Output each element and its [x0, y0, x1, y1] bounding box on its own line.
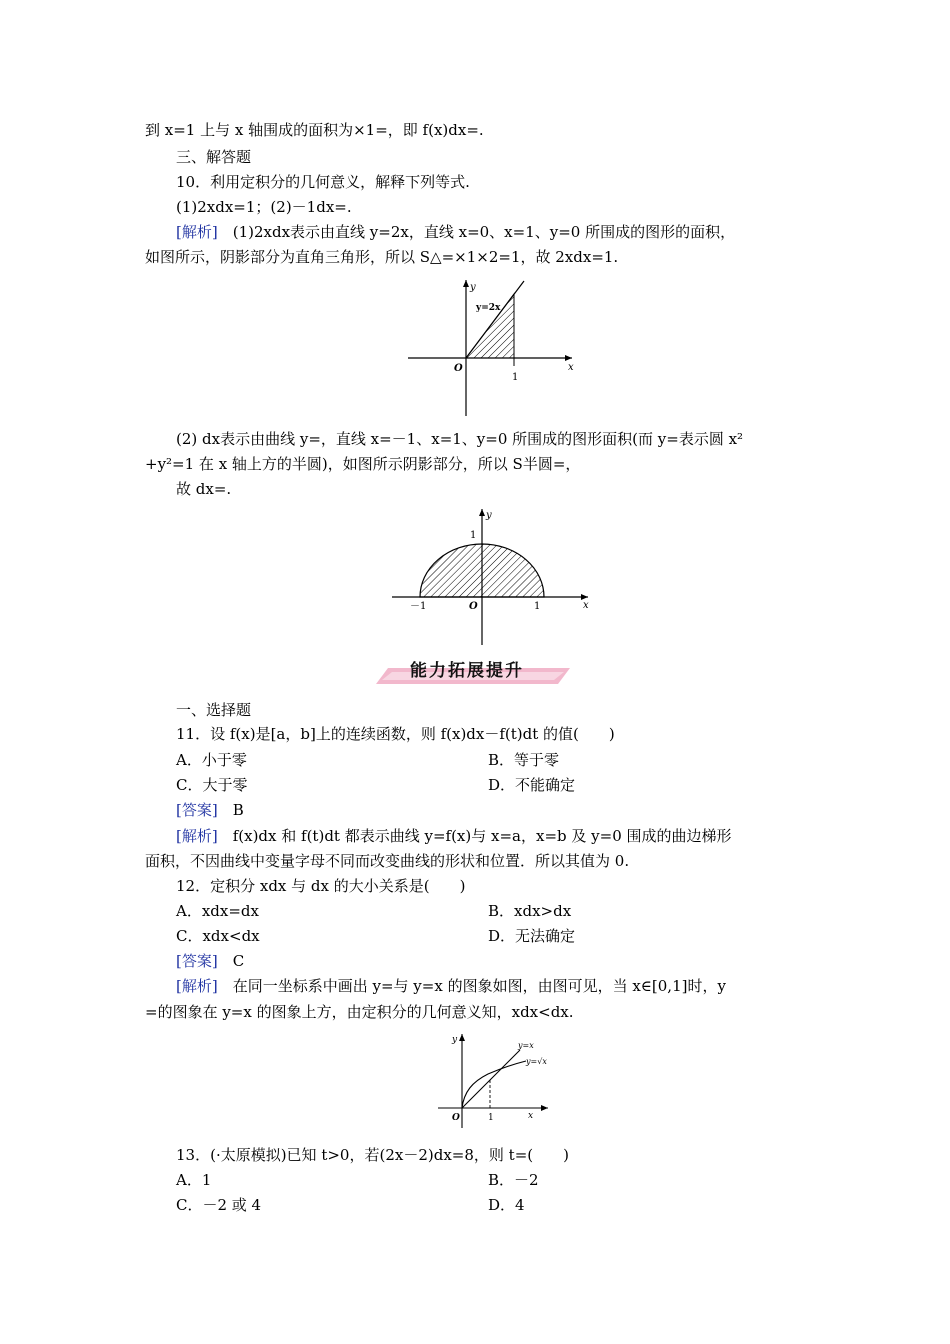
answer-text: C	[217, 952, 245, 970]
option-b: B．等于零	[488, 751, 560, 769]
text-line: =的图象在 y=x 的图象上方，由定积分的几何意义知，xdx<dx.	[145, 1003, 574, 1021]
y-label: y	[470, 282, 476, 293]
answer-text: B	[217, 801, 244, 819]
x-label: x	[583, 600, 589, 611]
figure-semicircle	[388, 505, 598, 647]
analysis-line	[176, 976, 726, 996]
section-heading: 三、解答题	[176, 148, 252, 166]
tick-label-x1: 1	[534, 601, 541, 612]
analysis-line	[176, 826, 732, 846]
option-b: B．xdx>dx	[488, 902, 572, 920]
text-line: 故 dx=.	[176, 480, 232, 498]
banner-title: 能力拓展提升	[410, 661, 524, 681]
text-line: +y²=1 在 x 轴上方的半圆)，如图所示阴影部分，所以 S半圆=，	[145, 455, 581, 473]
text-line: (2) dx表示由曲线 y=，直线 x=－1、x=1、y=0 所围成的图形面积(而 y=表示圆 x²	[176, 430, 744, 448]
analysis-tag: [解析]	[176, 827, 218, 845]
answer-line	[176, 800, 244, 820]
question-10: 10．利用定积分的几何意义，解释下列等式.	[176, 173, 470, 191]
option-a: A．1	[176, 1171, 212, 1189]
line-y-equals-x	[462, 1050, 520, 1108]
y-axis-arrow-icon	[479, 509, 485, 516]
option-a: A．xdx=dx	[176, 902, 259, 920]
y-label: y	[452, 1035, 458, 1045]
x-label: x	[568, 362, 574, 373]
curve-sqrt-x	[462, 1061, 526, 1108]
answer-tag: [答案]	[176, 801, 218, 819]
label-y-equals-x: y=x	[518, 1041, 534, 1050]
tick-label-y1: 1	[470, 530, 477, 541]
question-12: 12．定积分 xdx 与 dx 的大小关系是( )	[176, 877, 466, 895]
analysis-text: 在同一坐标系中画出 y=与 y=x 的图象如图，由图可见，当 x∈[0,1]时，y	[217, 977, 726, 995]
x-label: x	[528, 1111, 534, 1121]
figure-line-y2x	[400, 276, 585, 418]
tick-label-1: 1	[512, 372, 519, 383]
analysis-text: f(x)dx 和 f(t)dt 都表示曲线 y=f(x)与 x=a，x=b 及 y=0 围成的曲边梯形	[217, 827, 732, 845]
option-a: A．小于零	[176, 751, 247, 769]
analysis-tag: [解析]	[176, 977, 218, 995]
analysis-text: (1)2xdx表示由直线 y=2x，直线 x=0、x=1、y=0 所围成的图形的面积，	[217, 223, 736, 241]
tick-label-neg1: －1	[410, 601, 427, 612]
analysis-line	[176, 222, 735, 242]
option-c: C．大于零	[176, 776, 248, 794]
option-b: B．－2	[488, 1171, 539, 1189]
section-heading: 一、选择题	[176, 701, 252, 719]
answer-tag: [答案]	[176, 952, 218, 970]
label-y-sqrt-x: y=√x	[526, 1057, 547, 1066]
text-line: 到 x=1 上与 x 轴围成的面积为×1=，即 f(x)dx=.	[145, 121, 484, 139]
y-label: y	[486, 510, 492, 521]
text-line: 如图所示，阴影部分为直角三角形，所以 S△=×1×2=1，故 2xdx=1.	[145, 248, 619, 266]
figure-sqrt-vs-linear	[430, 1030, 560, 1130]
option-d: D．不能确定	[488, 776, 576, 794]
x-axis-arrow-icon	[541, 1105, 548, 1111]
option-d: D．4	[488, 1196, 525, 1214]
origin-label: O	[452, 1113, 460, 1123]
question-11: 11．设 f(x)是[a，b]上的连续函数，则 f(x)dx－f(t)dt 的值( )	[176, 725, 615, 743]
y-axis-arrow-icon	[463, 280, 469, 287]
curve-label: y=2x	[476, 303, 501, 313]
origin-label: O	[469, 601, 478, 612]
x-axis-arrow-icon	[565, 355, 572, 361]
text-line: (1)2xdx=1；(2)－1dx=.	[176, 198, 352, 216]
question-13: 13．(·太原模拟)已知 t>0，若(2x－2)dx=8，则 t=( )	[176, 1146, 569, 1164]
option-c: C．xdx<dx	[176, 927, 260, 945]
origin-label: O	[454, 363, 463, 374]
tick-label-1: 1	[488, 1113, 494, 1123]
option-c: C．－2 或 4	[176, 1196, 262, 1214]
answer-line	[176, 951, 244, 971]
analysis-tag: [解析]	[176, 223, 218, 241]
y-axis-arrow-icon	[459, 1034, 465, 1041]
option-d: D．无法确定	[488, 927, 576, 945]
text-line: 面积，不因曲线中变量字母不同而改变曲线的形状和位置．所以其值为 0.	[145, 852, 630, 870]
